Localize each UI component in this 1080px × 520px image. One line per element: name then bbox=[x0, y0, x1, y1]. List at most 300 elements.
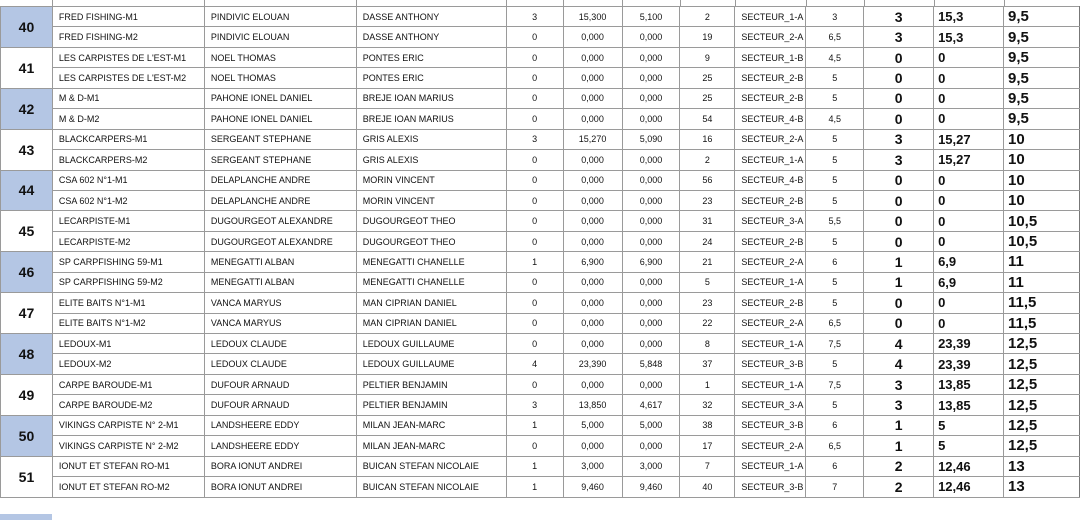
team-name: FRED FISHING-M2 bbox=[52, 27, 204, 47]
average-weight: 0,000 bbox=[622, 436, 680, 456]
fish-count: 0 bbox=[506, 150, 563, 170]
total-weight-sum: 23,39 bbox=[934, 334, 1004, 354]
average-weight: 9,460 bbox=[622, 477, 680, 497]
sector: SECTEUR_2-A bbox=[735, 436, 806, 456]
table-row bbox=[1, 47, 1080, 67]
average-weight: 5,100 bbox=[622, 7, 680, 27]
angler-2: DUGOURGEOT THEO bbox=[356, 211, 506, 231]
fish-count: 1 bbox=[506, 456, 563, 476]
total-weight-sum: 0 bbox=[934, 170, 1004, 190]
fish-count: 1 bbox=[506, 415, 563, 435]
team-name: ELITE BAITS N°1-M2 bbox=[52, 313, 204, 333]
sector: SECTEUR_2-A bbox=[735, 313, 806, 333]
table-row bbox=[1, 190, 1080, 210]
angler-1: PINDIVIC ELOUAN bbox=[204, 7, 356, 27]
ranking-points: 9,5 bbox=[1004, 68, 1080, 88]
ranking-points: 13 bbox=[1004, 456, 1080, 476]
total-weight: 9,460 bbox=[563, 477, 622, 497]
fish-count: 0 bbox=[506, 334, 563, 354]
fish-count: 3 bbox=[506, 7, 563, 27]
ranking-points: 9,5 bbox=[1004, 27, 1080, 47]
angler-2: MAN CIPRIAN DANIEL bbox=[356, 313, 506, 333]
peg-number: 2 bbox=[680, 150, 735, 170]
angler-2: DASSE ANTHONY bbox=[356, 27, 506, 47]
total-weight: 0,000 bbox=[563, 313, 622, 333]
total-weight-sum: 15,27 bbox=[934, 150, 1004, 170]
angler-2: MILAN JEAN-MARC bbox=[356, 436, 506, 456]
total-fish: 3 bbox=[864, 27, 934, 47]
sector: SECTEUR_1-A bbox=[735, 374, 806, 394]
ranking-points: 11 bbox=[1004, 252, 1080, 272]
total-weight-sum: 0 bbox=[934, 313, 1004, 333]
peg-number: 37 bbox=[680, 354, 735, 374]
sector-points: 5 bbox=[806, 395, 864, 415]
sector: SECTEUR_3-B bbox=[735, 415, 806, 435]
total-weight: 0,000 bbox=[563, 436, 622, 456]
peg-number: 54 bbox=[680, 109, 735, 129]
average-weight: 5,848 bbox=[622, 354, 680, 374]
total-fish: 0 bbox=[864, 170, 934, 190]
total-fish: 1 bbox=[864, 272, 934, 292]
table-row bbox=[1, 272, 1080, 292]
fish-count: 0 bbox=[506, 88, 563, 108]
angler-1: SERGEANT STEPHANE bbox=[204, 129, 356, 149]
ranking-points: 10 bbox=[1004, 129, 1080, 149]
sector-points: 6,5 bbox=[806, 27, 864, 47]
total-weight: 23,390 bbox=[563, 354, 622, 374]
team-name: VIKINGS CARPISTE N° 2-M2 bbox=[52, 436, 204, 456]
sector-points: 6,5 bbox=[806, 313, 864, 333]
total-weight-sum: 0 bbox=[934, 190, 1004, 210]
ranking-points: 11 bbox=[1004, 272, 1080, 292]
sector: SECTEUR_2-B bbox=[735, 68, 806, 88]
sector: SECTEUR_2-A bbox=[735, 27, 806, 47]
total-weight: 13,850 bbox=[563, 395, 622, 415]
fish-count: 0 bbox=[506, 47, 563, 67]
peg-number: 38 bbox=[680, 415, 735, 435]
sector: SECTEUR_2-B bbox=[735, 231, 806, 251]
total-weight: 0,000 bbox=[563, 211, 622, 231]
total-fish: 1 bbox=[864, 415, 934, 435]
peg-number: 8 bbox=[680, 334, 735, 354]
table-row bbox=[1, 27, 1080, 47]
total-fish: 0 bbox=[864, 190, 934, 210]
peg-number: 25 bbox=[680, 88, 735, 108]
sector-points: 5 bbox=[806, 88, 864, 108]
peg-number: 1 bbox=[680, 374, 735, 394]
table-row bbox=[1, 129, 1080, 149]
peg-number: 56 bbox=[680, 170, 735, 190]
peg-number: 24 bbox=[680, 231, 735, 251]
table-row bbox=[1, 374, 1080, 394]
team-name: CSA 602 N°1-M1 bbox=[52, 170, 204, 190]
angler-2: MORIN VINCENT bbox=[356, 170, 506, 190]
ranking-points: 9,5 bbox=[1004, 7, 1080, 27]
group-number: 49 bbox=[1, 374, 53, 415]
sector-points: 4,5 bbox=[806, 109, 864, 129]
angler-2: MAN CIPRIAN DANIEL bbox=[356, 293, 506, 313]
angler-1: BORA IONUT ANDREI bbox=[204, 477, 356, 497]
fish-count: 0 bbox=[506, 170, 563, 190]
ranking-points: 12,5 bbox=[1004, 436, 1080, 456]
fish-count: 0 bbox=[506, 27, 563, 47]
angler-2: BREJE IOAN MARIUS bbox=[356, 109, 506, 129]
team-name: SP CARPFISHING 59-M1 bbox=[52, 252, 204, 272]
angler-2: PONTES ERIC bbox=[356, 47, 506, 67]
angler-2: DUGOURGEOT THEO bbox=[356, 231, 506, 251]
total-weight: 0,000 bbox=[563, 334, 622, 354]
total-weight-sum: 0 bbox=[934, 68, 1004, 88]
table-row bbox=[1, 415, 1080, 435]
ranking-points: 11,5 bbox=[1004, 313, 1080, 333]
total-weight-sum: 0 bbox=[934, 47, 1004, 67]
peg-number: 31 bbox=[680, 211, 735, 231]
angler-2: MENEGATTI CHANELLE bbox=[356, 252, 506, 272]
angler-2: BUICAN STEFAN NICOLAIE bbox=[356, 456, 506, 476]
sector-points: 5 bbox=[806, 129, 864, 149]
ranking-points: 10 bbox=[1004, 190, 1080, 210]
average-weight: 0,000 bbox=[622, 68, 680, 88]
ranking-points: 12,5 bbox=[1004, 334, 1080, 354]
angler-2: PELTIER BENJAMIN bbox=[356, 395, 506, 415]
fish-count: 0 bbox=[506, 374, 563, 394]
peg-number: 32 bbox=[680, 395, 735, 415]
sector: SECTEUR_2-B bbox=[735, 293, 806, 313]
total-weight: 6,900 bbox=[563, 252, 622, 272]
ranking-points: 10 bbox=[1004, 170, 1080, 190]
average-weight: 0,000 bbox=[622, 211, 680, 231]
table-row bbox=[1, 436, 1080, 456]
group-number: 40 bbox=[1, 7, 53, 48]
angler-2: DASSE ANTHONY bbox=[356, 7, 506, 27]
sector: SECTEUR_1-A bbox=[735, 150, 806, 170]
angler-1: LANDSHEERE EDDY bbox=[204, 415, 356, 435]
sector-points: 6,5 bbox=[806, 436, 864, 456]
sector: SECTEUR_2-A bbox=[735, 129, 806, 149]
angler-1: PAHONE IONEL DANIEL bbox=[204, 109, 356, 129]
average-weight: 0,000 bbox=[622, 109, 680, 129]
total-weight-sum: 15,3 bbox=[934, 27, 1004, 47]
total-fish: 0 bbox=[864, 313, 934, 333]
peg-number: 23 bbox=[680, 190, 735, 210]
total-weight: 0,000 bbox=[563, 47, 622, 67]
angler-1: NOEL THOMAS bbox=[204, 47, 356, 67]
angler-1: PINDIVIC ELOUAN bbox=[204, 27, 356, 47]
average-weight: 0,000 bbox=[622, 231, 680, 251]
angler-1: SERGEANT STEPHANE bbox=[204, 150, 356, 170]
table-row bbox=[1, 334, 1080, 354]
sector: SECTEUR_3-A bbox=[735, 211, 806, 231]
angler-1: VANCA MARYUS bbox=[204, 293, 356, 313]
peg-number: 21 bbox=[680, 252, 735, 272]
angler-1: LEDOUX CLAUDE bbox=[204, 334, 356, 354]
table-row bbox=[1, 170, 1080, 190]
sector-points: 4,5 bbox=[806, 47, 864, 67]
table-row bbox=[1, 395, 1080, 415]
average-weight: 0,000 bbox=[622, 334, 680, 354]
table-row bbox=[1, 252, 1080, 272]
fish-count: 0 bbox=[506, 211, 563, 231]
table-row bbox=[1, 150, 1080, 170]
sector-points: 5 bbox=[806, 354, 864, 374]
ranking-points: 12,5 bbox=[1004, 415, 1080, 435]
total-fish: 1 bbox=[864, 436, 934, 456]
team-name: IONUT ET STEFAN RO-M1 bbox=[52, 456, 204, 476]
average-weight: 6,900 bbox=[622, 252, 680, 272]
peg-number: 7 bbox=[680, 456, 735, 476]
total-weight: 15,300 bbox=[563, 7, 622, 27]
total-weight: 0,000 bbox=[563, 374, 622, 394]
total-weight-sum: 0 bbox=[934, 88, 1004, 108]
total-weight-sum: 0 bbox=[934, 231, 1004, 251]
sector-points: 6 bbox=[806, 252, 864, 272]
total-weight: 0,000 bbox=[563, 109, 622, 129]
total-weight: 15,270 bbox=[563, 129, 622, 149]
total-fish: 3 bbox=[864, 150, 934, 170]
team-name: M & D-M2 bbox=[52, 109, 204, 129]
total-fish: 3 bbox=[864, 7, 934, 27]
total-weight-sum: 23,39 bbox=[934, 354, 1004, 374]
peg-number: 5 bbox=[680, 272, 735, 292]
angler-1: MENEGATTI ALBAN bbox=[204, 272, 356, 292]
sector-points: 5 bbox=[806, 150, 864, 170]
total-weight-sum: 12,46 bbox=[934, 456, 1004, 476]
total-fish: 0 bbox=[864, 109, 934, 129]
total-weight-sum: 0 bbox=[934, 109, 1004, 129]
sector-points: 7,5 bbox=[806, 334, 864, 354]
team-name: CSA 602 N°1-M2 bbox=[52, 190, 204, 210]
total-weight: 0,000 bbox=[563, 150, 622, 170]
angler-1: NOEL THOMAS bbox=[204, 68, 356, 88]
sector: SECTEUR_4-B bbox=[735, 109, 806, 129]
total-weight: 0,000 bbox=[563, 88, 622, 108]
peg-number: 22 bbox=[680, 313, 735, 333]
total-weight-sum: 15,27 bbox=[934, 129, 1004, 149]
peg-number: 17 bbox=[680, 436, 735, 456]
fish-count: 0 bbox=[506, 68, 563, 88]
team-name: BLACKCARPERS-M2 bbox=[52, 150, 204, 170]
ranking-points: 12,5 bbox=[1004, 395, 1080, 415]
total-weight: 0,000 bbox=[563, 170, 622, 190]
team-name: CARPE BAROUDE-M2 bbox=[52, 395, 204, 415]
total-weight: 5,000 bbox=[563, 415, 622, 435]
sector-points: 6 bbox=[806, 415, 864, 435]
average-weight: 0,000 bbox=[622, 47, 680, 67]
fish-count: 3 bbox=[506, 129, 563, 149]
sector-points: 5 bbox=[806, 272, 864, 292]
total-fish: 4 bbox=[864, 334, 934, 354]
group-number: 42 bbox=[1, 88, 53, 129]
total-weight: 0,000 bbox=[563, 272, 622, 292]
table-row bbox=[1, 313, 1080, 333]
peg-number: 9 bbox=[680, 47, 735, 67]
fish-count: 0 bbox=[506, 231, 563, 251]
total-fish: 0 bbox=[864, 47, 934, 67]
angler-2: BREJE IOAN MARIUS bbox=[356, 88, 506, 108]
total-fish: 2 bbox=[864, 456, 934, 476]
fish-count: 4 bbox=[506, 354, 563, 374]
group-number: 48 bbox=[1, 334, 53, 375]
angler-2: MENEGATTI CHANELLE bbox=[356, 272, 506, 292]
total-weight-sum: 6,9 bbox=[934, 272, 1004, 292]
peg-number: 40 bbox=[680, 477, 735, 497]
sector-points: 5 bbox=[806, 231, 864, 251]
sector-points: 5 bbox=[806, 68, 864, 88]
total-weight-sum: 13,85 bbox=[934, 395, 1004, 415]
average-weight: 5,090 bbox=[622, 129, 680, 149]
fish-count: 3 bbox=[506, 395, 563, 415]
table-row bbox=[1, 456, 1080, 476]
sector-points: 6 bbox=[806, 456, 864, 476]
peg-number: 19 bbox=[680, 27, 735, 47]
total-fish: 1 bbox=[864, 252, 934, 272]
sector: SECTEUR_3-B bbox=[735, 354, 806, 374]
sector-points: 5 bbox=[806, 170, 864, 190]
group-number: 41 bbox=[1, 47, 53, 88]
sector-points: 7 bbox=[806, 477, 864, 497]
sector: SECTEUR_1-A bbox=[735, 7, 806, 27]
angler-1: BORA IONUT ANDREI bbox=[204, 456, 356, 476]
angler-1: LANDSHEERE EDDY bbox=[204, 436, 356, 456]
team-name: LEDOUX-M1 bbox=[52, 334, 204, 354]
angler-2: MILAN JEAN-MARC bbox=[356, 415, 506, 435]
average-weight: 3,000 bbox=[622, 456, 680, 476]
total-weight: 3,000 bbox=[563, 456, 622, 476]
sector: SECTEUR_1-A bbox=[735, 456, 806, 476]
fish-count: 1 bbox=[506, 252, 563, 272]
angler-1: DUFOUR ARNAUD bbox=[204, 374, 356, 394]
fish-count: 0 bbox=[506, 313, 563, 333]
table-row bbox=[1, 109, 1080, 129]
team-name: SP CARPFISHING 59-M2 bbox=[52, 272, 204, 292]
table-row bbox=[1, 477, 1080, 497]
total-fish: 3 bbox=[864, 395, 934, 415]
sector-points: 5 bbox=[806, 293, 864, 313]
total-fish: 0 bbox=[864, 231, 934, 251]
team-name: M & D-M1 bbox=[52, 88, 204, 108]
ranking-points: 10,5 bbox=[1004, 211, 1080, 231]
group-number: 44 bbox=[1, 170, 53, 211]
sector: SECTEUR_3-B bbox=[735, 477, 806, 497]
angler-1: DELAPLANCHE ANDRE bbox=[204, 170, 356, 190]
sector-points: 7,5 bbox=[806, 374, 864, 394]
angler-1: DUGOURGEOT ALEXANDRE bbox=[204, 231, 356, 251]
total-fish: 2 bbox=[864, 477, 934, 497]
group-number: 45 bbox=[1, 211, 53, 252]
table-row bbox=[1, 231, 1080, 251]
angler-2: PELTIER BENJAMIN bbox=[356, 374, 506, 394]
team-name: ELITE BAITS N°1-M1 bbox=[52, 293, 204, 313]
group-number: 50 bbox=[1, 415, 53, 456]
results-body bbox=[1, 7, 1080, 498]
results-table bbox=[0, 6, 1080, 498]
sector-points: 5,5 bbox=[806, 211, 864, 231]
fish-count: 0 bbox=[506, 190, 563, 210]
total-weight: 0,000 bbox=[563, 293, 622, 313]
team-name: LECARPISTE-M1 bbox=[52, 211, 204, 231]
sector-points: 3 bbox=[806, 7, 864, 27]
ranking-points: 12,5 bbox=[1004, 354, 1080, 374]
angler-2: GRIS ALEXIS bbox=[356, 129, 506, 149]
average-weight: 0,000 bbox=[622, 190, 680, 210]
table-row bbox=[1, 211, 1080, 231]
bottom-edge bbox=[0, 514, 1080, 520]
average-weight: 0,000 bbox=[622, 272, 680, 292]
fish-count: 1 bbox=[506, 477, 563, 497]
total-weight-sum: 0 bbox=[934, 211, 1004, 231]
sector: SECTEUR_4-B bbox=[735, 170, 806, 190]
sector: SECTEUR_3-A bbox=[735, 395, 806, 415]
angler-2: LEDOUX GUILLAUME bbox=[356, 334, 506, 354]
fish-count: 0 bbox=[506, 109, 563, 129]
ranking-points: 12,5 bbox=[1004, 374, 1080, 394]
peg-number: 23 bbox=[680, 293, 735, 313]
angler-1: DUFOUR ARNAUD bbox=[204, 395, 356, 415]
table-row bbox=[1, 293, 1080, 313]
angler-2: BUICAN STEFAN NICOLAIE bbox=[356, 477, 506, 497]
average-weight: 0,000 bbox=[622, 88, 680, 108]
total-weight-sum: 13,85 bbox=[934, 374, 1004, 394]
angler-2: GRIS ALEXIS bbox=[356, 150, 506, 170]
team-name: LES CARPISTES DE L'EST-M2 bbox=[52, 68, 204, 88]
average-weight: 0,000 bbox=[622, 374, 680, 394]
total-weight-sum: 0 bbox=[934, 293, 1004, 313]
total-fish: 4 bbox=[864, 354, 934, 374]
team-name: LES CARPISTES DE L'EST-M1 bbox=[52, 47, 204, 67]
angler-2: MORIN VINCENT bbox=[356, 190, 506, 210]
total-fish: 0 bbox=[864, 293, 934, 313]
total-weight: 0,000 bbox=[563, 231, 622, 251]
group-number: 47 bbox=[1, 293, 53, 334]
total-weight: 0,000 bbox=[563, 190, 622, 210]
total-weight-sum: 5 bbox=[934, 415, 1004, 435]
average-weight: 0,000 bbox=[622, 313, 680, 333]
peg-number: 2 bbox=[680, 7, 735, 27]
sector: SECTEUR_1-B bbox=[735, 47, 806, 67]
average-weight: 5,000 bbox=[622, 415, 680, 435]
peg-number: 16 bbox=[680, 129, 735, 149]
total-weight-sum: 12,46 bbox=[934, 477, 1004, 497]
sector: SECTEUR_2-B bbox=[735, 190, 806, 210]
angler-1: PAHONE IONEL DANIEL bbox=[204, 88, 356, 108]
average-weight: 0,000 bbox=[622, 150, 680, 170]
ranking-points: 9,5 bbox=[1004, 109, 1080, 129]
total-fish: 0 bbox=[864, 68, 934, 88]
sector: SECTEUR_1-A bbox=[735, 272, 806, 292]
sector: SECTEUR_2-B bbox=[735, 88, 806, 108]
angler-1: MENEGATTI ALBAN bbox=[204, 252, 356, 272]
group-number: 46 bbox=[1, 252, 53, 293]
sector-points: 5 bbox=[806, 190, 864, 210]
angler-2: PONTES ERIC bbox=[356, 68, 506, 88]
fish-count: 0 bbox=[506, 272, 563, 292]
table-row bbox=[1, 7, 1080, 27]
angler-1: VANCA MARYUS bbox=[204, 313, 356, 333]
team-name: IONUT ET STEFAN RO-M2 bbox=[52, 477, 204, 497]
total-weight-sum: 6,9 bbox=[934, 252, 1004, 272]
sector: SECTEUR_1-A bbox=[735, 334, 806, 354]
peg-number: 25 bbox=[680, 68, 735, 88]
total-weight-sum: 5 bbox=[934, 436, 1004, 456]
sector: SECTEUR_2-A bbox=[735, 252, 806, 272]
total-weight: 0,000 bbox=[563, 27, 622, 47]
ranking-points: 10,5 bbox=[1004, 231, 1080, 251]
average-weight: 4,617 bbox=[622, 395, 680, 415]
total-fish: 0 bbox=[864, 211, 934, 231]
fish-count: 0 bbox=[506, 293, 563, 313]
ranking-points: 13 bbox=[1004, 477, 1080, 497]
team-name: LECARPISTE-M2 bbox=[52, 231, 204, 251]
